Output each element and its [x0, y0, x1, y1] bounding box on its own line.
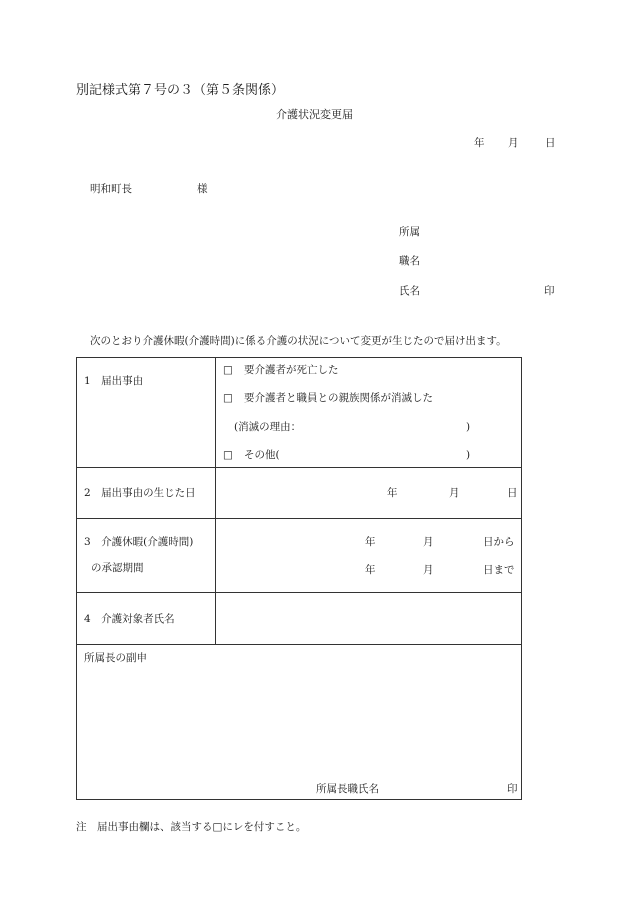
name-label: 氏名 [399, 285, 420, 297]
period-from-month: 月 [423, 536, 434, 548]
other-option-close: ) [466, 449, 471, 461]
deceased-option-text: 要介護者が死亡した [244, 364, 339, 376]
period-from-year: 年 [365, 536, 376, 548]
seal-mark: 印 [544, 285, 555, 297]
supervisor-endorsement-label: 所属長の副申 [84, 652, 147, 664]
occurrence-year: 年 [387, 487, 398, 499]
occurrence-date-label: 2 届出事由の生じた日 [84, 487, 196, 499]
occurrence-day: 日 [507, 487, 518, 499]
reason-label: 1 届出事由 [84, 375, 144, 387]
period-to-year: 年 [365, 564, 376, 576]
reason-detail-open: (消滅の理由： [234, 421, 302, 433]
notification-table [76, 357, 522, 800]
relation-ended-option-text: 要介護者と職員との親族関係が消滅した [244, 392, 433, 404]
other-option-text: その他( [244, 449, 280, 461]
date-year-label: 年 [474, 137, 485, 149]
affiliation-label: 所属 [399, 226, 420, 238]
period-from-day: 日から [483, 536, 515, 548]
occurrence-month: 月 [449, 487, 460, 499]
date-day-label: 日 [545, 137, 556, 149]
care-recipient-label: 4 介護対象者氏名 [84, 613, 175, 625]
period-to-month: 月 [423, 564, 434, 576]
intro-text: 次のとおり介護休暇(介護時間)に係る介護の状況について変更が生じたので届け出ます。 [90, 335, 507, 347]
addressee-name: 明和町長 [90, 183, 132, 195]
approval-period-label-1: 3 介護休暇(介護時間) [84, 536, 194, 548]
footnote: 注 届出事由欄は、該当する□にレを付すこと。 [76, 821, 307, 833]
supervisor-name-label: 所属長職氏名 [316, 783, 379, 795]
relation-ended-checkbox[interactable]: □ [223, 392, 233, 404]
deceased-checkbox[interactable]: □ [223, 364, 233, 376]
supervisor-seal: 印 [507, 783, 518, 795]
approval-period-label-2: の承認期間 [91, 562, 144, 574]
reason-detail-close: ) [466, 421, 471, 433]
form-number: 別記様式第７号の３（第５条関係） [76, 83, 285, 98]
date-month-label: 月 [508, 137, 519, 149]
document-title: 介護状況変更届 [276, 108, 353, 121]
position-label: 職名 [399, 255, 420, 267]
period-to-day: 日まで [483, 564, 515, 576]
addressee-honorific: 様 [197, 183, 208, 195]
other-checkbox[interactable]: □ [223, 449, 233, 461]
